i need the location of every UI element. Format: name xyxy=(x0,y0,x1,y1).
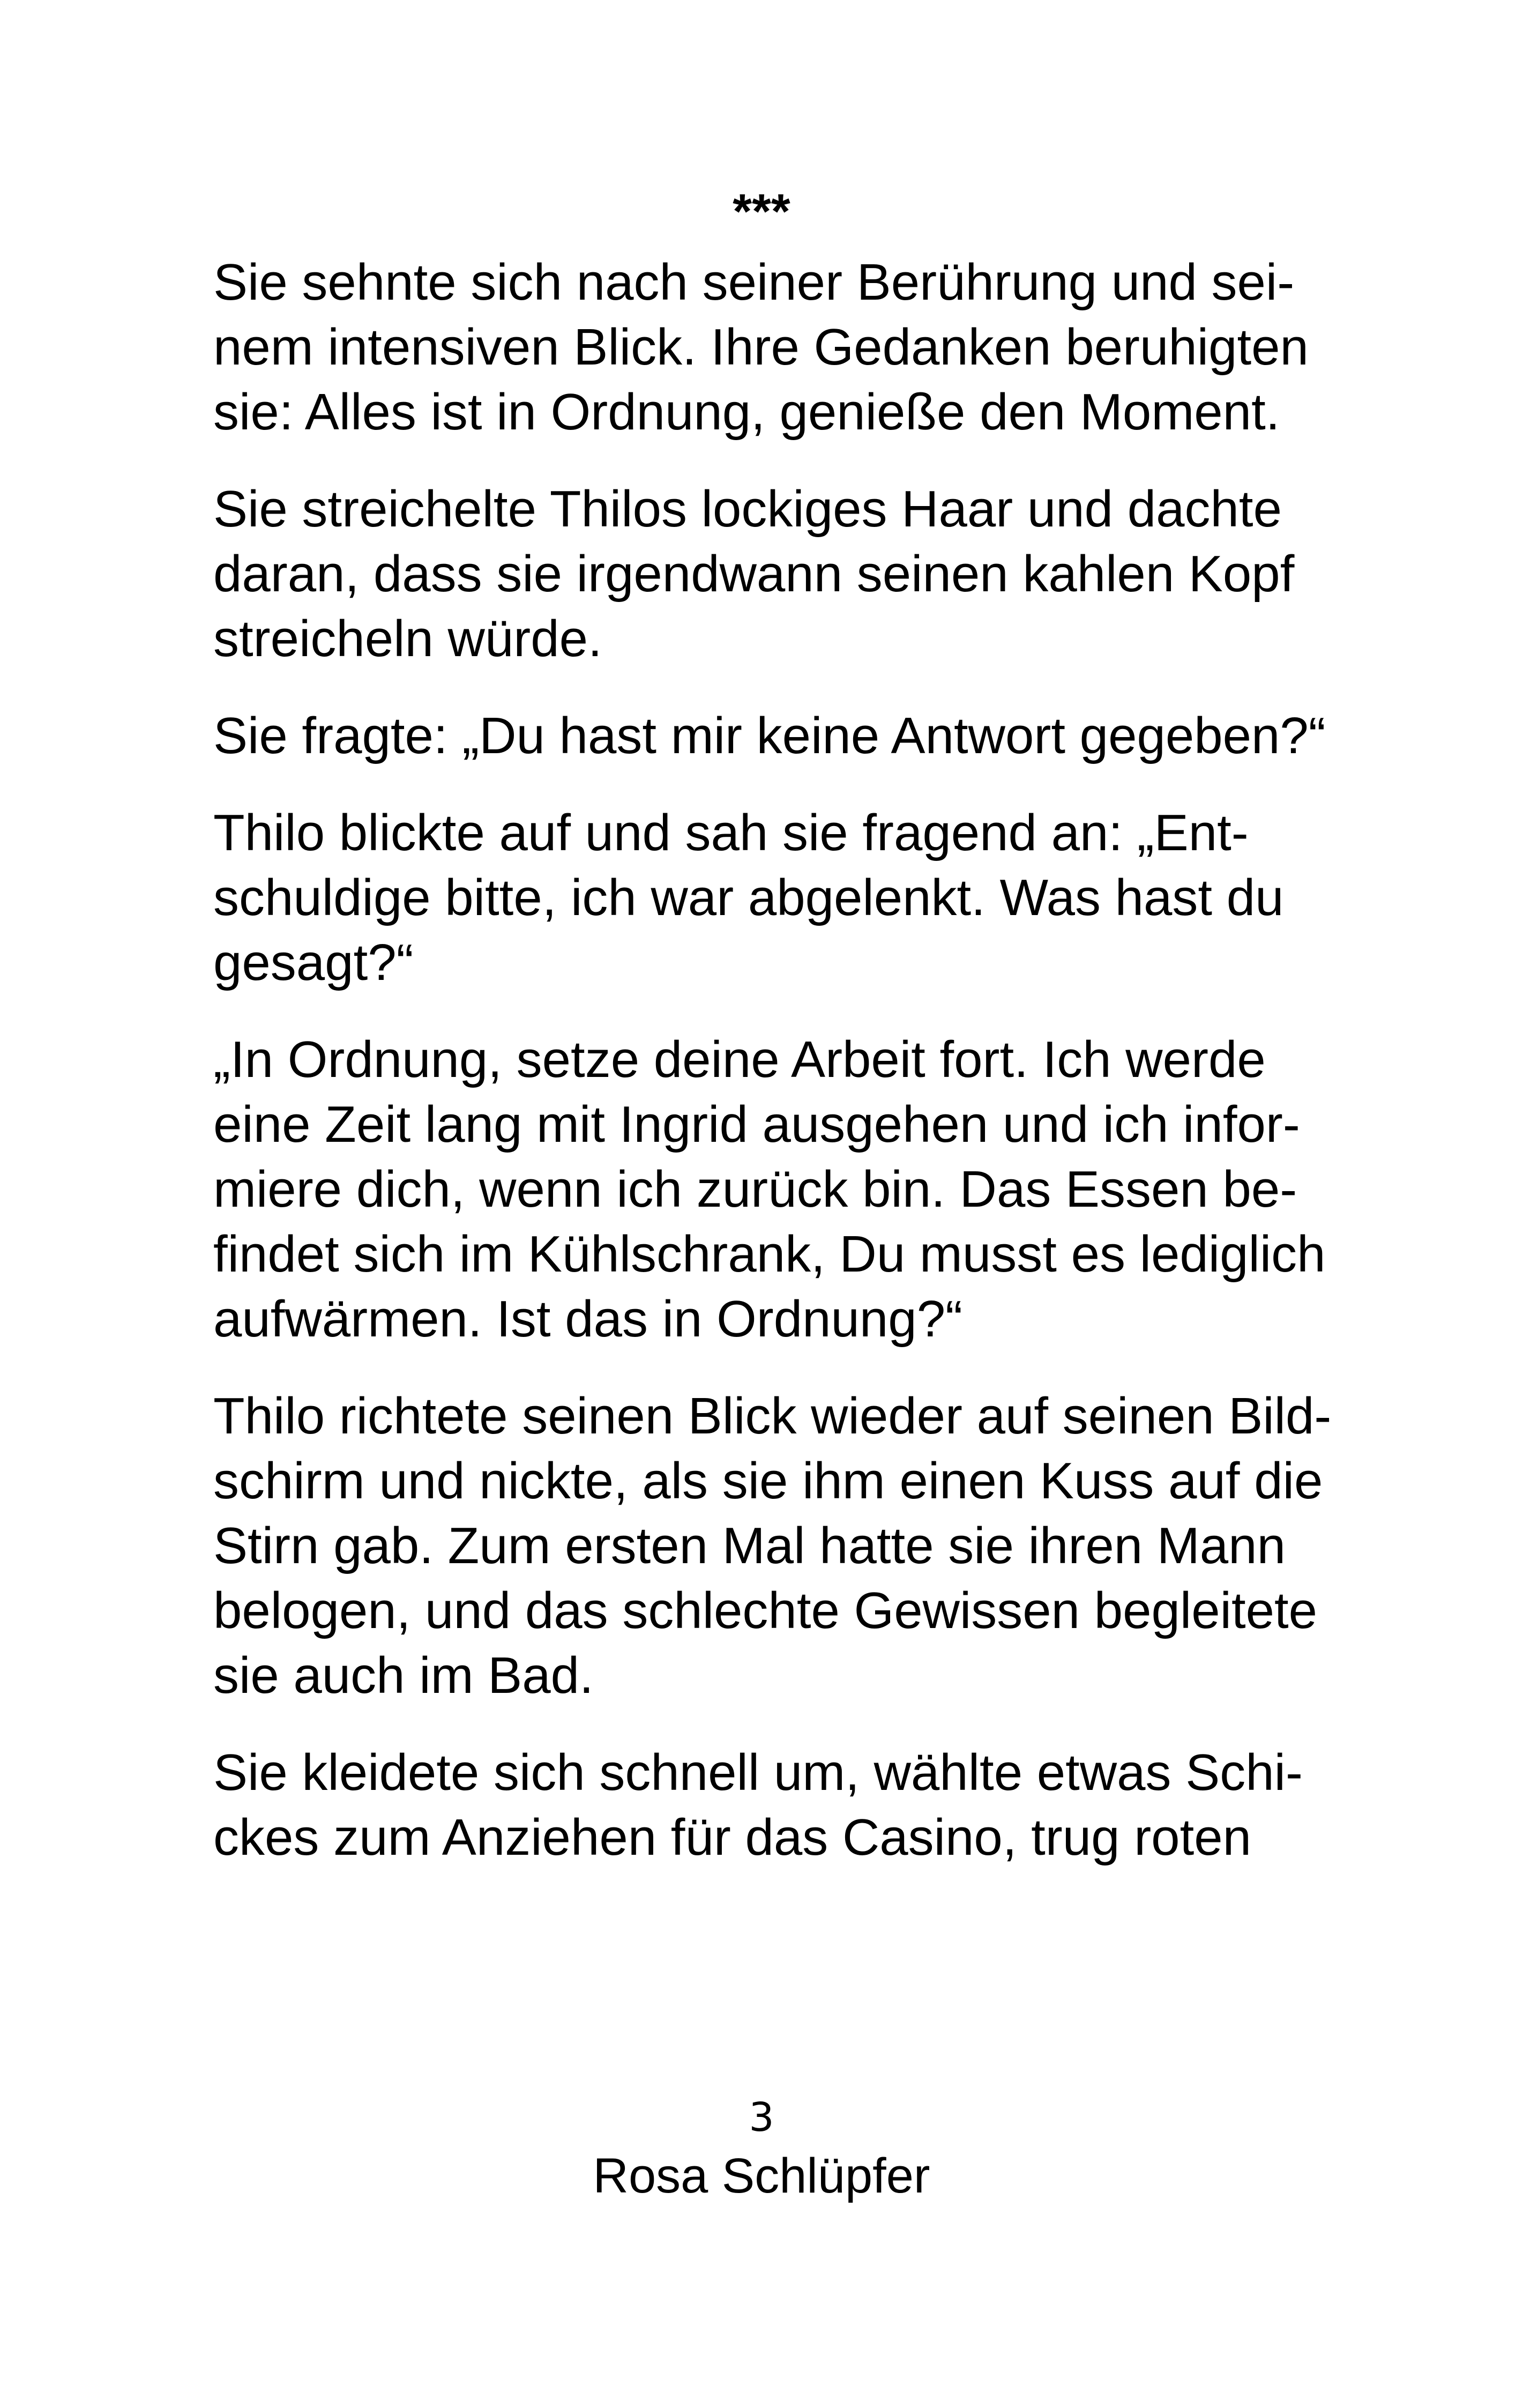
text-line: gesagt?“ xyxy=(213,934,414,991)
page-number: 3 xyxy=(749,2094,774,2141)
text-line: nem intensiven Blick. Ihre Gedanken beruhigten xyxy=(213,318,1309,376)
text-line: eine Zeit lang mit Ingrid ausgehen und ich infor- xyxy=(213,1096,1300,1153)
paragraph xyxy=(213,703,1326,768)
paragraph xyxy=(213,1027,1326,1351)
author-name: Rosa Schlüpfer xyxy=(593,2149,930,2203)
paragraph xyxy=(213,1740,1303,1870)
paragraph xyxy=(213,250,1309,444)
text-line: miere dich, wenn ich zurück bin. Das Essen be- xyxy=(213,1161,1297,1218)
text-line: findet sich im Kühlschrank, Du musst es lediglich xyxy=(213,1225,1326,1283)
text-line: Sie fragte: „Du hast mir keine Antwort gegeben?“ xyxy=(213,707,1326,764)
text-line: ckes zum Anziehen für das Casino, trug roten xyxy=(213,1809,1252,1866)
text-line: sie: Alles ist in Ordnung, genieße den Moment. xyxy=(213,383,1280,441)
text-line: Sie sehnte sich nach seiner Berührung und sei- xyxy=(213,254,1295,311)
paragraph xyxy=(213,800,1285,995)
text-line: aufwärmen. Ist das in Ordnung?“ xyxy=(213,1290,963,1348)
text-line: Stirn gab. Zum ersten Mal hatte sie ihren Mann xyxy=(213,1517,1286,1574)
text-line: „In Ordnung, setze deine Arbeit fort. Ich werde xyxy=(213,1031,1266,1088)
section-separator: *** xyxy=(733,184,790,239)
text-line: sie auch im Bad. xyxy=(213,1647,594,1704)
text-line: streicheln würde. xyxy=(213,610,602,667)
body-text xyxy=(213,250,1332,1902)
text-line: Sie streichelte Thilos lockiges Haar und dachte xyxy=(213,480,1282,538)
text-line: Sie kleidete sich schnell um, wählte etwas Schi- xyxy=(213,1744,1303,1801)
paragraph xyxy=(213,477,1295,671)
text-line: Thilo blickte auf und sah sie fragend an: „Ent- xyxy=(213,804,1249,861)
text-line: belogen, und das schlechte Gewissen begleitete xyxy=(213,1582,1318,1639)
paragraph xyxy=(213,1384,1332,1708)
text-line: schirm und nickte, als sie ihm einen Kuss auf die xyxy=(213,1452,1323,1510)
text-line: schuldige bitte, ich war abgelenkt. Was hast du xyxy=(213,869,1284,926)
text-line: Thilo richtete seinen Blick wieder auf seinen Bild- xyxy=(213,1387,1332,1445)
text-line: daran, dass sie irgendwann seinen kahlen Kopf xyxy=(213,545,1295,603)
